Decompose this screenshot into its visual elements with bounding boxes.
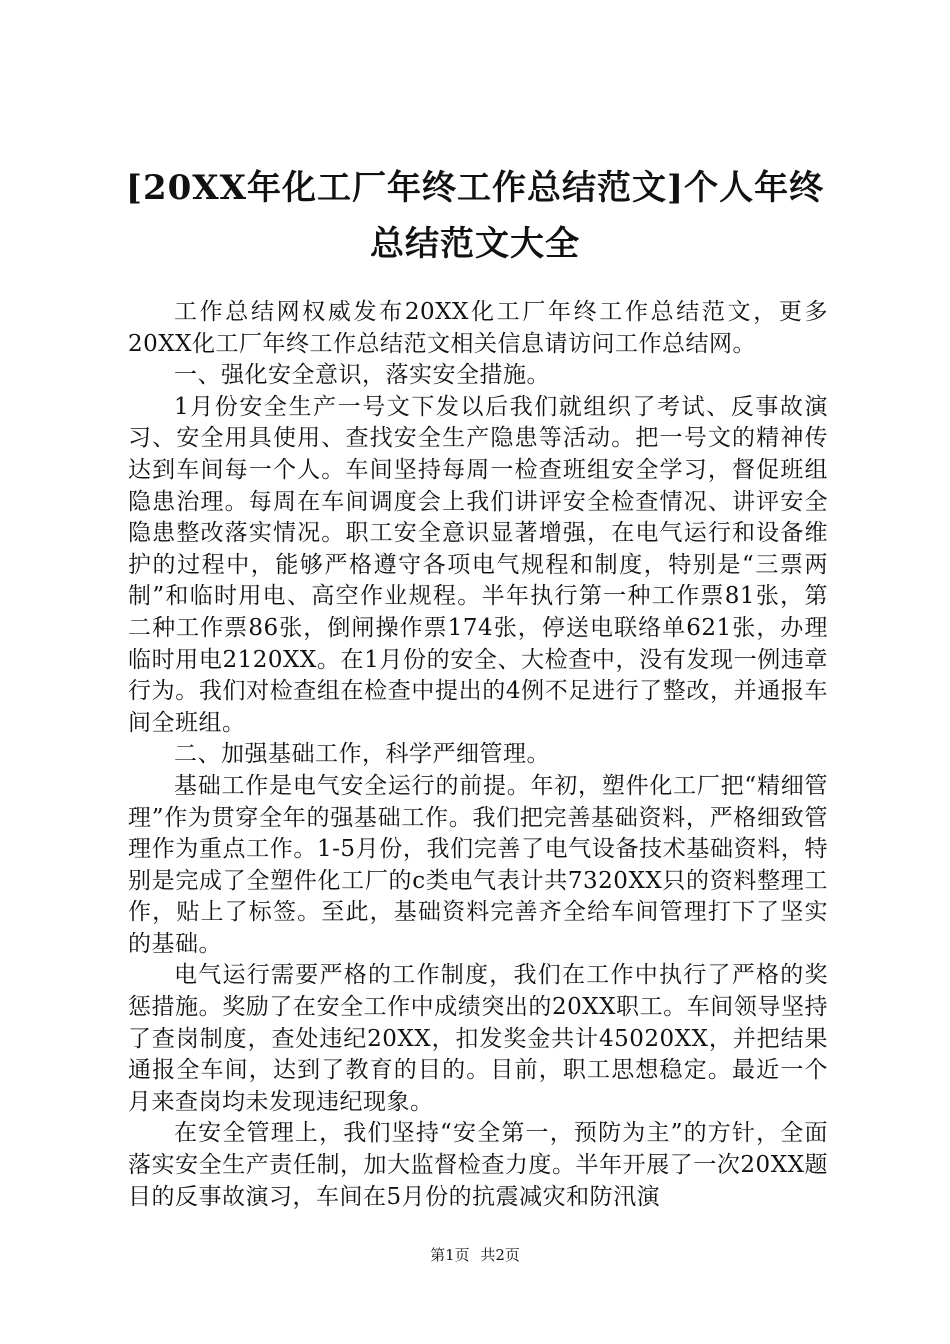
body-paragraph: 电气运行需要严格的工作制度，我们在工作中执行了严格的奖惩措施。奖励了在安全工作中成绩突出的20XX职工。车间领导坚持了查岗制度，查处违纪20XX，扣发奖金共计45020XX，并把结果通报全车间，达到了教育的目的。目前，职工思想稳定。最近一个月来查岗均未发现违纪现象。 bbox=[128, 962, 828, 1115]
document-body bbox=[128, 297, 828, 1213]
page-footer bbox=[0, 1245, 950, 1265]
page-total: 共2页 bbox=[480, 1246, 520, 1264]
body-paragraph: 1月份安全生产一号文下发以后我们就组织了考试、反事故演习、安全用具使用、查找安全生产隐患等活动。把一号文的精神传达到车间每一个人。车间坚持每周一检查班组安全学习，督促班组隐患治理。每周在车间调度会上我们讲评安全检查情况、讲评安全隐患整改落实情况。职工安全意识显著增强，在电气运行和设备维护的过程中，能够严格遵守各项电气规程和制度，特别是“三票两制”和临时用电、高空作业规程。半年执行第一种工作票81张，第二种工作票86张，倒闸操作票174张，停送电联络单621张，办理临时用电2120XX。在1月份的安全、大检查中，没有发现一例违章行为。我们对检查组在检查中提出的4例不足进行了整改，并通报车间全班组。 bbox=[128, 393, 828, 736]
document-title: [20XX年化工厂年终工作总结范文]个人年终总结范文大全 bbox=[125, 168, 825, 264]
body-paragraph: 基础工作是电气安全运行的前提。年初，塑件化工厂把“精细管理”作为贯穿全年的强基础工作。我们把完善基础资料，严格细致管理作为重点工作。1-5月份，我们完善了电气设备技术基础资料，特别是完成了全塑件化工厂的c类电气表计共7320XX只的资料整理工作，贴上了标签。至此，基础资料完善齐全给车间管理打下了坚实的基础。 bbox=[128, 772, 828, 957]
section-heading-1: 一、强化安全意识，落实安全措施。 bbox=[174, 362, 550, 389]
section-heading-2: 二、加强基础工作，科学严细管理。 bbox=[174, 741, 550, 768]
body-paragraph: 在安全管理上，我们坚持“安全第一，预防为主”的方针，全面落实安全生产责任制，加大监督检查力度。半年开展了一次20XX题目的反事故演习，车间在5月份的抗震减灾和防汛演 bbox=[128, 1120, 828, 1210]
page-number: 第1页 bbox=[430, 1246, 470, 1264]
intro-paragraph: 工作总结网权威发布20XX化工厂年终工作总结范文，更多20XX化工厂年终工作总结范文相关信息请访问工作总结网。 bbox=[128, 299, 828, 357]
